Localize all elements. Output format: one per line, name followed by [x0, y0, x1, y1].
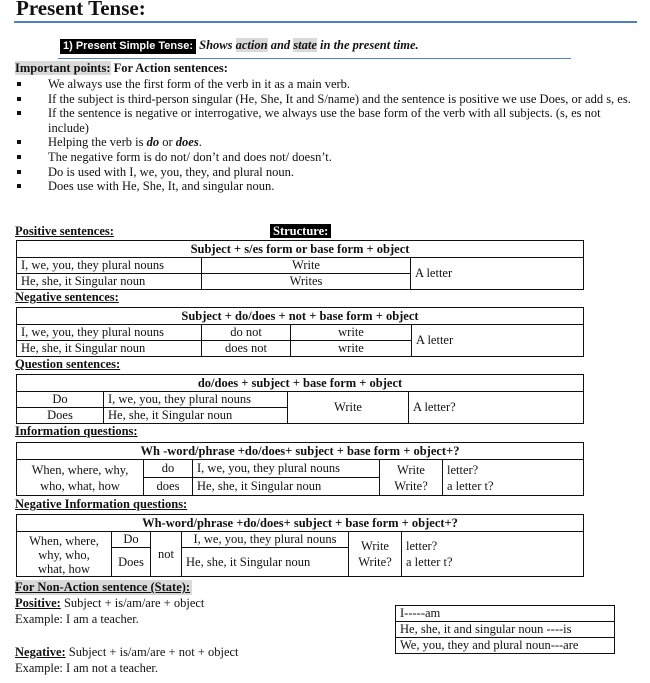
- aux-cell: Do: [112, 532, 151, 548]
- object-cell: A letter: [412, 325, 584, 357]
- wh-cell: When, where, why, who, what, how: [17, 460, 144, 496]
- subject-cell: I, we, you, they plural nouns: [182, 532, 349, 548]
- aux-cell: does not: [202, 341, 291, 357]
- subject-cell: He, she, it Singular noun: [17, 341, 202, 357]
- verb-cell: Write: [202, 258, 411, 274]
- aux-cell: Does: [112, 548, 151, 577]
- aux-cell: do not: [202, 325, 291, 341]
- list-item: If the sentence is negative or interrogative, we always use the base form of the verb with all subjects. (s, es not include): [15, 106, 640, 135]
- subject-cell: I, we, you, they plural nouns: [17, 325, 202, 341]
- important-label: Important points:: [15, 61, 111, 75]
- verb-cell: write: [291, 341, 412, 357]
- subject-cell: He, she, it Singular noun: [182, 548, 349, 577]
- non-action-positive: Positive: Subject + is/am/are + object: [15, 596, 205, 610]
- list-item: If the subject is third-person singular (He, She, It and S/name) and the sentence is positive we use Does, or add s, es.: [15, 92, 640, 107]
- subject-cell: I, we, you, they plural nouns: [193, 460, 380, 478]
- subject-cell: I, we, you, they plural nouns: [17, 258, 202, 274]
- section-badge: 1) Present Simple Tense:: [60, 39, 196, 54]
- subject-cell: He, she, it Singular noun: [17, 274, 202, 290]
- not-cell: not: [151, 532, 182, 577]
- subject-cell: I, we, you, they plural nouns: [104, 392, 288, 408]
- negative-formula: Subject + do/does + not + base form + object: [17, 308, 584, 325]
- aux-cell: Does: [17, 408, 104, 424]
- list-item: Does use with He, She, It, and singular noun.: [15, 179, 640, 194]
- object-cell: letter? a letter t?: [402, 532, 584, 577]
- negative-table: [16, 307, 584, 357]
- non-action-label: For Non-Action sentence (State):: [15, 580, 191, 594]
- list-item: The negative form is do not/ don’t and does not/ doesn’t.: [15, 150, 640, 165]
- be-verb-row: I-----am: [396, 606, 615, 622]
- question-sentences-label: Question sentences:: [15, 357, 121, 371]
- important-points-heading: Important points: For Action sentences:: [15, 61, 228, 75]
- negative-information-table: [16, 514, 584, 577]
- verb-cell: Write: [288, 392, 409, 424]
- question-table: [16, 374, 584, 424]
- title-divider: [14, 21, 637, 23]
- verb-cell: write: [291, 325, 412, 341]
- positive-sentences-label: Positive sentences:: [15, 224, 114, 238]
- section-heading: [60, 38, 419, 53]
- be-verb-table: [395, 605, 615, 654]
- non-action-negative: Negative: Subject + is/am/are + not + object: [15, 645, 239, 659]
- verb-cell: Writes: [202, 274, 411, 290]
- non-action-negative-example: Example: I am not a teacher.: [15, 661, 158, 675]
- information-formula: Wh -word/phrase +do/does+ subject + base form + object+?: [17, 443, 584, 460]
- negative-information-formula: Wh-word/phrase +do/does+ subject + base form + object+?: [17, 515, 584, 532]
- aux-cell: Do: [17, 392, 104, 408]
- aux-cell: do: [144, 460, 193, 478]
- be-verb-row: We, you, they and plural noun---are: [396, 638, 615, 654]
- section-description: Shows action and state in the present time.: [199, 38, 419, 52]
- question-formula: do/does + subject + base form + object: [17, 375, 584, 392]
- positive-formula: Subject + s/es form or base form + object: [17, 241, 584, 258]
- information-questions-label: Information questions:: [15, 424, 138, 438]
- list-item: Helping the verb is do or does.: [15, 135, 640, 150]
- subject-cell: He, she, it Singular noun: [193, 478, 380, 496]
- verb-cell: Write Write?: [349, 532, 402, 577]
- page-title: Present Tense:: [16, 0, 146, 20]
- negative-sentences-label: Negative sentences:: [15, 290, 119, 304]
- aux-cell: does: [144, 478, 193, 496]
- list-item: Do is used with I, we, you, they, and plural noun.: [15, 165, 640, 180]
- non-action-positive-example: Example: I am a teacher.: [15, 612, 139, 626]
- be-verb-row: He, she, it and singular noun ----is: [396, 622, 615, 638]
- positive-table: [16, 240, 584, 290]
- negative-information-questions-label: Negative Information questions:: [15, 497, 188, 511]
- wh-cell: When, where, why, who, what, how: [17, 532, 112, 577]
- verb-cell: Write Write?: [380, 460, 443, 496]
- information-table: [16, 442, 584, 496]
- list-item: We always use the first form of the verb in it as a main verb.: [15, 77, 640, 92]
- section-divider: [58, 58, 571, 59]
- object-cell: letter? a letter t?: [443, 460, 584, 496]
- subject-cell: He, she, it Singular noun: [104, 408, 288, 424]
- points-list: [15, 77, 640, 194]
- object-cell: A letter: [411, 258, 584, 290]
- structure-label: Structure:: [270, 224, 331, 239]
- object-cell: A letter?: [409, 392, 584, 424]
